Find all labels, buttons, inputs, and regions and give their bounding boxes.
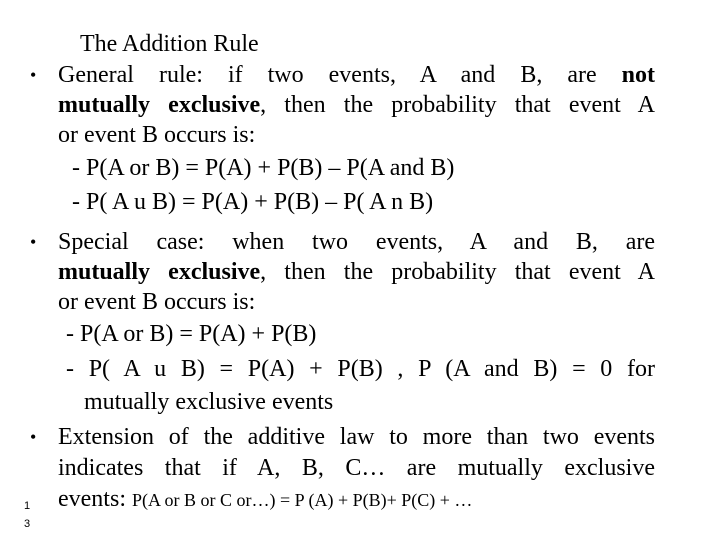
extension-line-2: indicates that if A, B, C… are mutually exclusive	[58, 455, 655, 481]
special-case-line-3: or event B occurs is:	[58, 289, 256, 315]
special-case-line-1: Special case: when two events, A and B, are	[58, 229, 655, 255]
special-formula-2-continued: mutually exclusive events	[84, 389, 334, 415]
special-formula-2: - P( A u B) = P(A) + P(B) , P (A and B) = 0 for	[66, 356, 655, 382]
page-number-digit-2: 3	[24, 518, 31, 530]
page-number-digit-1: 1	[24, 500, 31, 512]
general-rule-line-2: mutually exclusive, then the probability that event A	[58, 92, 655, 118]
special-formula-1: - P(A or B) = P(A) + P(B)	[66, 321, 317, 347]
bullet-icon: •	[30, 232, 37, 252]
special-case-line-2: mutually exclusive, then the probability that event A	[58, 259, 655, 285]
bullet-icon: •	[30, 427, 37, 447]
general-formula-1: - P(A or B) = P(A) + P(B) – P(A and B)	[72, 155, 455, 181]
slide-title: The Addition Rule	[80, 31, 259, 57]
extension-line-3: events: P(A or B or C or…) = P (A) + P(B)+ P(C) + …	[58, 486, 473, 512]
bullet-icon: •	[30, 65, 37, 85]
general-rule-line-3: or event B occurs is:	[58, 122, 256, 148]
general-formula-2: - P( A u B) = P(A) + P(B) – P( A n B)	[72, 189, 434, 215]
general-rule-line-1: General rule: if two events, A and B, are not	[58, 62, 655, 88]
extension-line-1: Extension of the additive law to more than two events	[58, 424, 655, 450]
